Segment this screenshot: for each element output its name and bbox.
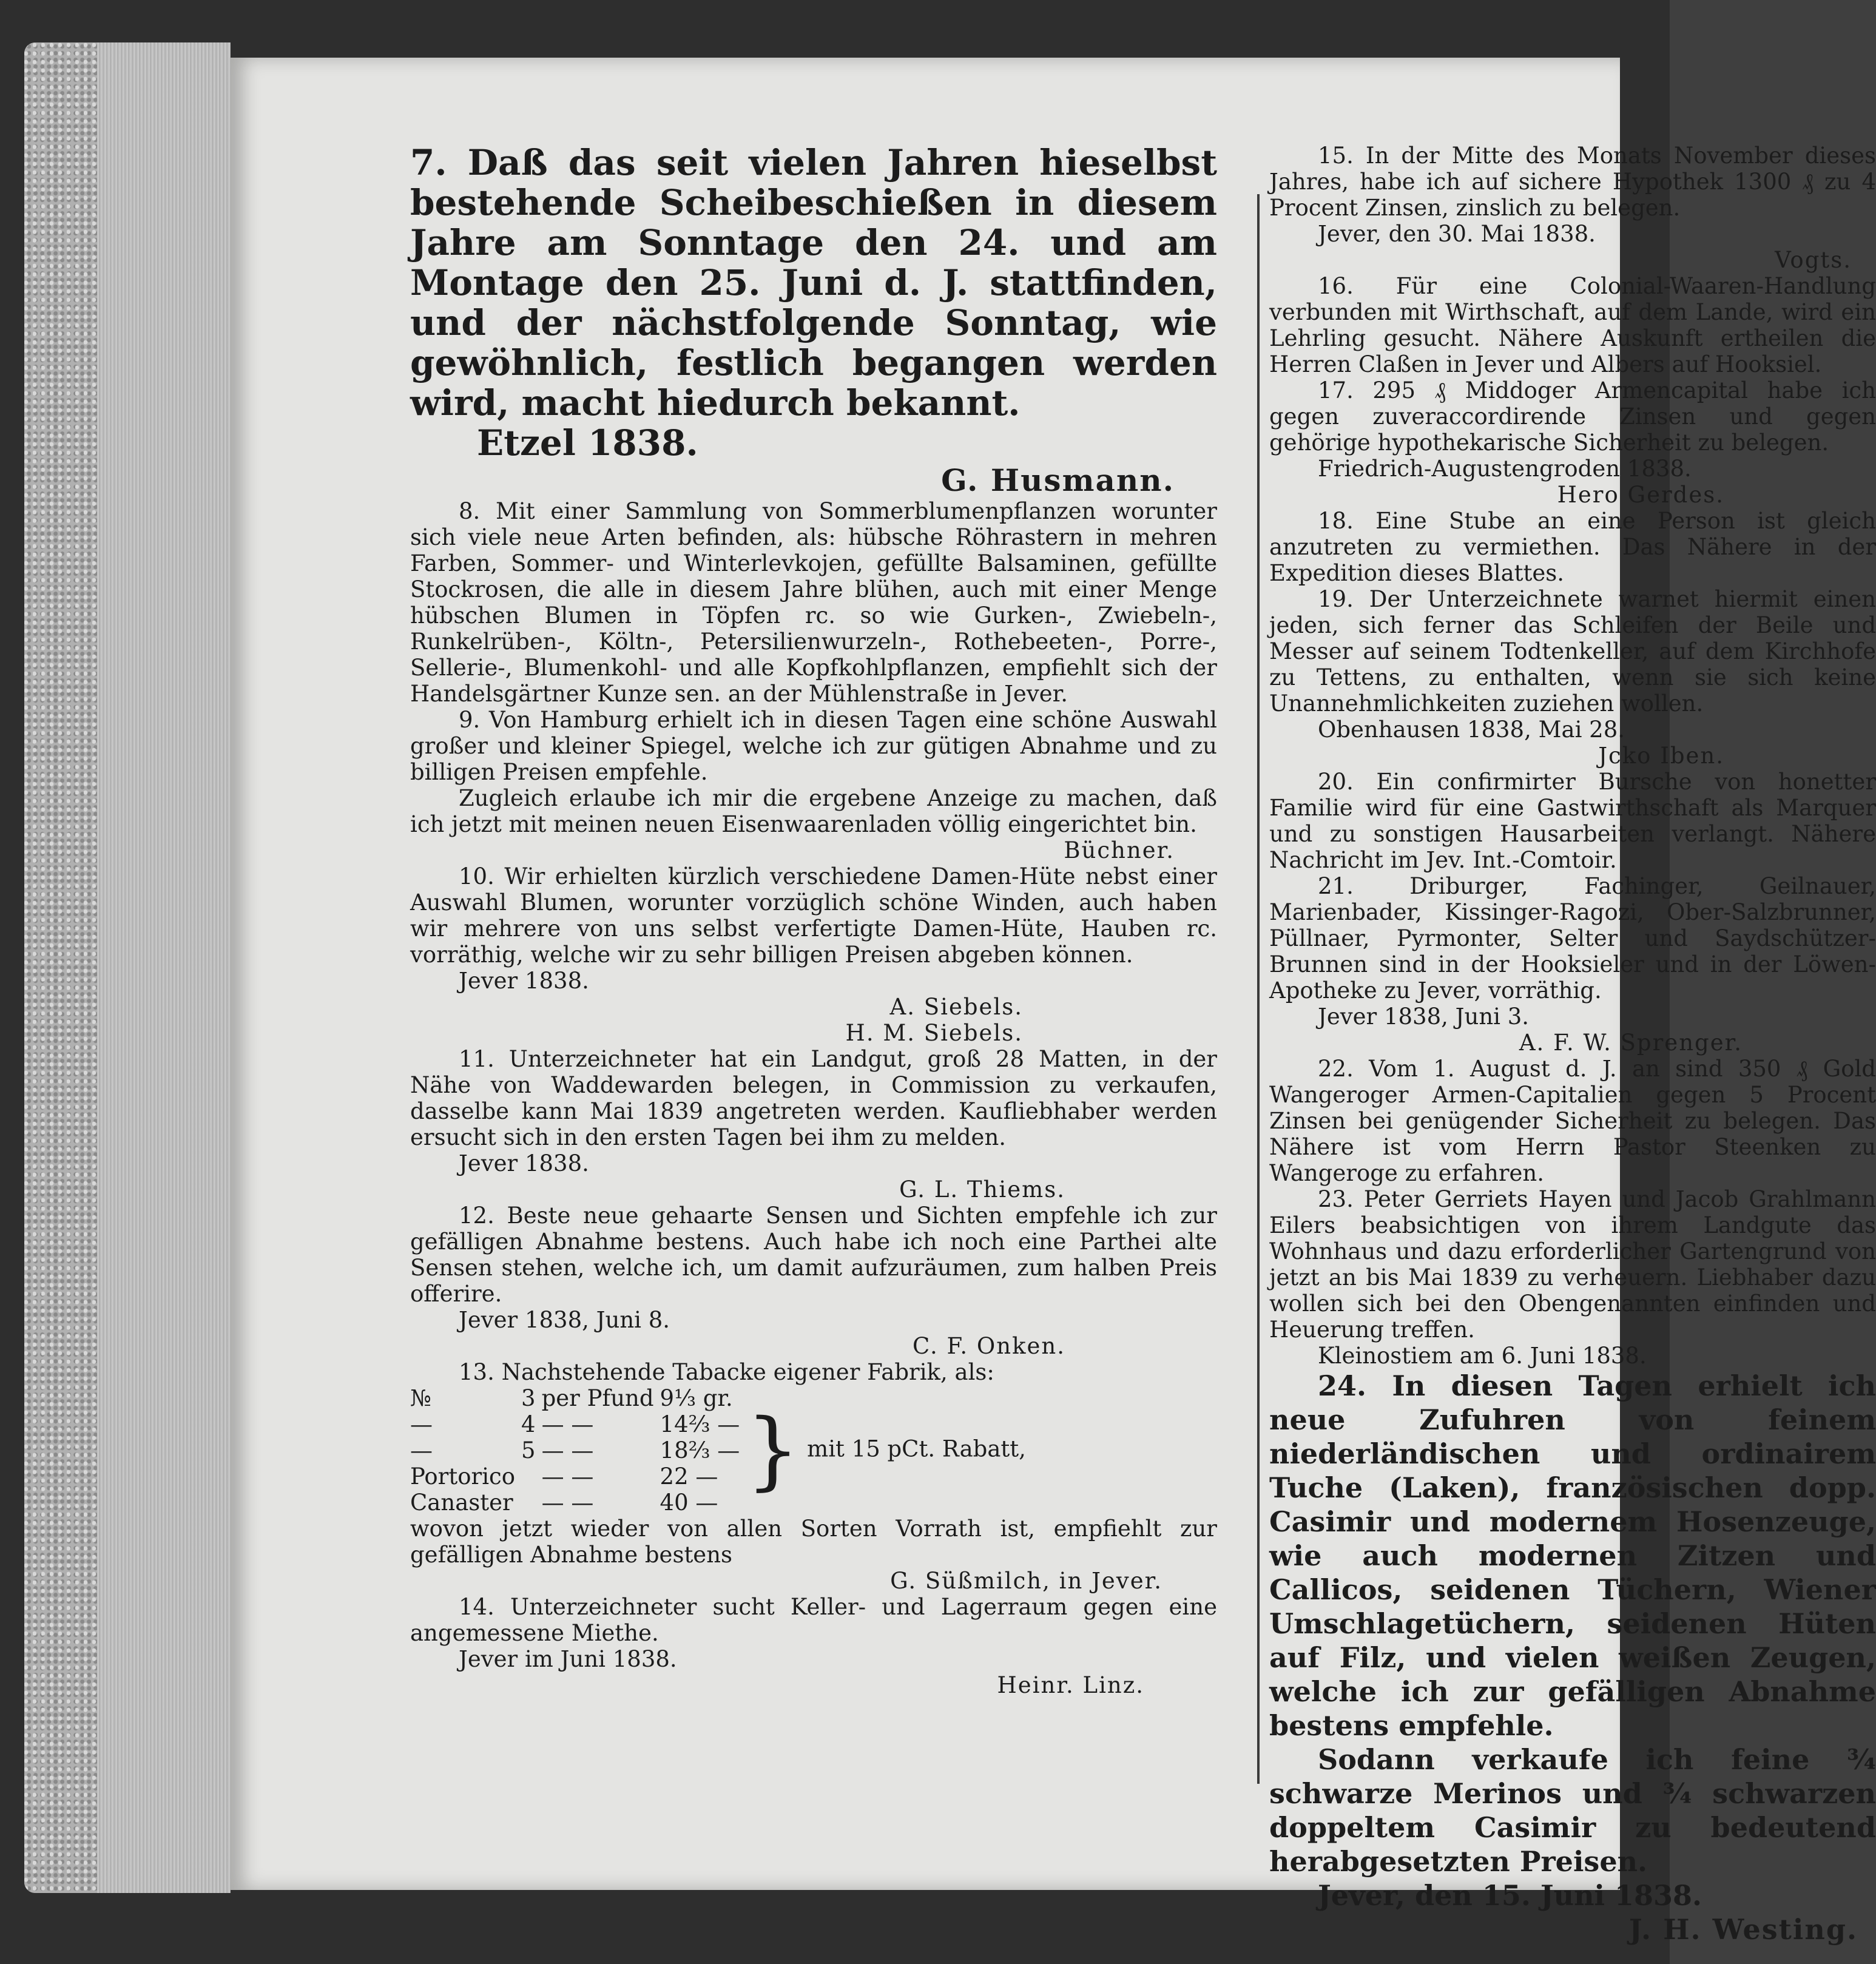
rabatt-cell bbox=[746, 1385, 1032, 1516]
table-cell: — — bbox=[541, 1411, 594, 1437]
table-cell: per Pfund bbox=[541, 1385, 654, 1411]
table-cell: 3 bbox=[521, 1385, 536, 1411]
notice-11-date: Jever 1838. bbox=[459, 1150, 589, 1176]
notice-13-signature: G. Süßmilch, in Jever. bbox=[890, 1568, 1162, 1594]
notice-12: 12. Beste neue gehaarte Sensen und Sichten empfehle ich zur gefälligen Abnahme bestens. Auch habe ich noch eine Parthei alte Sensen stehen, welche ich, um damit aufzuräumen, zum halben Preis offerire. bbox=[410, 1203, 1217, 1307]
notice-17-signature: Hero Gerdes. bbox=[1557, 482, 1724, 508]
table-cell: 9⅓ gr. bbox=[660, 1385, 733, 1411]
table-cell: — bbox=[410, 1437, 433, 1463]
notice-22: 22. Vom 1. August d. J. an sind 350 ₰ Gold Wangeroger Armen-Capitalien gegen 5 Procent Zinsen bei genügender Sicherheit zu belegen. Das Nähere ist vom Herrn Pastor Steenken zu Wangeroge zu erfahren. bbox=[1269, 1056, 1876, 1186]
notice-10-signature-1: A. Siebels. bbox=[889, 994, 1023, 1020]
column-divider bbox=[1257, 194, 1260, 1784]
notice-24b: Sodann verkaufe ich feine ¾ schwarze Merinos und ¾ schwarzen doppeltem Casimir zu bedeutend herabgesetzten Preisen. bbox=[1269, 1743, 1876, 1878]
notice-9-signature: Büchner. bbox=[1064, 837, 1175, 863]
table-cell: 22 — bbox=[660, 1463, 718, 1490]
notice-13-tail: wovon jetzt wieder von allen Sorten Vorrath ist, empfiehlt zur gefälligen Abnahme bestens bbox=[410, 1516, 1217, 1568]
table-cell: — — bbox=[541, 1490, 594, 1516]
notice-15-date: Jever, den 30. Mai 1838. bbox=[1318, 221, 1596, 247]
notice-21-date: Jever 1838, Juni 3. bbox=[1318, 1004, 1530, 1030]
table-row bbox=[410, 1385, 1032, 1411]
notice-24-signature: J. H. Westing. bbox=[1628, 1913, 1858, 1946]
notice-17-date: Friedrich-Augustengroden 1838. bbox=[1318, 456, 1692, 482]
notice-16: 16. Für eine Colonial-Waaren-Handlung verbunden mit Wirthschaft, auf dem Lande, wird ein Lehrling gesucht. Nähere Auskunft ertheilen die Herren Claßen in Jever und Albers auf Hooksiel. bbox=[1269, 273, 1876, 377]
notice-8: 8. Mit einer Sammlung von Sommerblumenpflanzen worunter sich viele neue Arten befinden, als: hübsche Röhrastern in mehren Farben, Sommer- und Winterlevkojen, gefüllte Balsaminen, gefüllte Stockrosen, die alle in diesem Jahre blühen, auch mit einer Menge hübschen Blumen in Töpfen rc. so wie Gurken-, Zwiebeln-, Runkelrüben-, Költn-, Petersilienwurzeln-, Rothebeeten-, Porre-, Sellerie-, Blumenkohl- und alle Kopfkohlpflanzen, empfiehlt sich der Handelsgärtner Kunze sen. an der Mühlenstraße in Jever. bbox=[410, 498, 1217, 707]
notice-9b: Zugleich erlaube ich mir die ergebene Anzeige zu machen, daß ich jetzt mit meinen neuen Eisenwaarenladen völlig eingerichtet bin. bbox=[410, 785, 1217, 837]
notice-14-date: Jever im Juni 1838. bbox=[459, 1646, 677, 1672]
notice-17: 17. 295 ₰ Middoger Armencapital habe ich gegen zuveraccordirende Zinsen und gegen gehörige hypothekarische Sicherheit zu belegen. bbox=[1269, 377, 1876, 456]
notice-12-date: Jever 1838, Juni 8. bbox=[459, 1307, 670, 1333]
notice-14: 14. Unterzeichneter sucht Keller- und Lagerraum gegen eine angemessene Miethe. bbox=[410, 1594, 1217, 1646]
table-cell bbox=[521, 1463, 542, 1490]
table-cell: 4 bbox=[521, 1411, 536, 1437]
notice-19-signature: Jcko Iben. bbox=[1598, 743, 1724, 769]
left-column bbox=[410, 143, 1217, 1698]
table-cell: 18⅔ — bbox=[660, 1437, 740, 1463]
notice-18: 18. Eine Stube an eine Person ist gleich anzutreten zu vermiethen. Das Nähere in der Expedition dieses Blattes. bbox=[1269, 508, 1876, 586]
notice-21-signature: A. F. W. Sprenger. bbox=[1519, 1030, 1743, 1056]
notice-24: 24. In diesen Tagen erhielt ich neue Zufuhren von feinem niederländischen und ordinairem Tuche (Laken), französischen dopp. Casimir und modernem Hosenzeuge, wie auch modernen Zitzen und Callicos, seidenen Tüchern, Wiener Umschlagetüchern, seidenen Hüten auf Filz, und vielen weißen Zeugen, welche ich zur gefälligen Abnahme bestens empfehle. bbox=[1269, 1369, 1876, 1742]
notice-15-signature: Vogts. bbox=[1775, 247, 1852, 273]
notice-12-signature: C. F. Onken. bbox=[912, 1333, 1065, 1359]
notice-15: 15. In der Mitte des Monats November dieses Jahres, habe ich auf sichere Hypothek 1300 ₰ zu 4 Procent Zinsen, zinslich zu belegen. bbox=[1269, 143, 1876, 221]
book-marbled-cover bbox=[24, 42, 97, 1893]
table-cell: — — bbox=[541, 1463, 594, 1490]
notice-24-date: Jever, den 15. Juni 1838. bbox=[1318, 1879, 1702, 1912]
notice-10: 10. Wir erhielten kürzlich verschiedene Damen-Hüte nebst einer Auswahl Blumen, worunter vorzüglich schöne Winden, auch haben wir mehrere von uns selbst verfertigte Damen-Hüte, Hauben rc. vorräthig, welche wir zu sehr billigen Preisen abgeben können. bbox=[410, 863, 1217, 968]
notice-23: 23. Peter Gerriets Hayen und Jacob Grahlmann Eilers beabsichtigen von ihrem Landgute das Wohnhaus und dazu erforderlicher Gartengrund von jetzt an bis Mai 1839 zu verheuern. Liebhaber dazu wollen sich bei den Obengenannten einfinden und Heuerung treffen. bbox=[1269, 1186, 1876, 1343]
tobacco-price-table bbox=[410, 1385, 1032, 1516]
table-cell: 14⅔ — bbox=[660, 1411, 740, 1437]
notice-19-date: Obenhausen 1838, Mai 28. bbox=[1318, 717, 1625, 743]
right-column bbox=[1269, 143, 1876, 1946]
rabatt-note: mit 15 pCt. Rabatt, bbox=[807, 1436, 1026, 1462]
table-cell: 40 — bbox=[660, 1490, 718, 1516]
notice-19: 19. Der Unterzeichnete warnet hiermit einen jeden, sich ferner das Schleifen der Beile und Messer auf seinem Todtenkeller, auf dem Kirchhofe zu Tettens, zu enthalten, wenn sie sich keine Unannehmlichkeiten zuziehen wollen. bbox=[1269, 586, 1876, 717]
notice-9a: 9. Von Hamburg erhielt ich in diesen Tagen eine schöne Auswahl großer und kleiner Spiegel, welche ich zur gütigen Abnahme und zu billigen Preisen empfehle. bbox=[410, 707, 1217, 785]
notice-10-date: Jever 1838. bbox=[459, 968, 589, 994]
table-cell: 5 bbox=[521, 1437, 536, 1463]
table-cell: № bbox=[410, 1385, 432, 1411]
notice-7-date: Etzel 1838. bbox=[477, 422, 698, 464]
newspaper-page bbox=[231, 58, 1876, 1946]
notice-20: 20. Ein confirmirter Bursche von honetter Familie wird für eine Gastwirthschaft als Marquer und zu sonstigen Hausarbeiten verlangt. Nähere Nachricht im Jev. Int.-Comtoir. bbox=[1269, 769, 1876, 873]
table-cell: — bbox=[410, 1411, 433, 1437]
notice-11-signature: G. L. Thiems. bbox=[899, 1176, 1065, 1203]
table-cell bbox=[521, 1490, 542, 1516]
table-cell: — — bbox=[541, 1437, 594, 1463]
table-cell: Portorico bbox=[410, 1463, 516, 1490]
notice-7: 7. Daß das seit vielen Jahren hieselbst bestehende Scheibeschießen in diesem Jahre am Sonntage den 24. und am Montage den 25. Juni d. J. stattfinden, und der nächstfolgende Sonntag, wie gewöhnlich, festlich begangen werden wird, macht hiedurch bekannt. bbox=[410, 142, 1217, 424]
notice-10-signature-2: H. M. Siebels. bbox=[845, 1020, 1023, 1046]
notice-11: 11. Unterzeichneter hat ein Landgut, groß 28 Matten, in der Nähe von Waddewarden belegen, in Commission zu verkaufen, dasselbe kann Mai 1839 angetreten werden. Kaufliebhaber werden ersucht sich in den ersten Tagen bei ihm zu melden. bbox=[410, 1046, 1217, 1150]
notice-21: 21. Driburger, Fachinger, Geilnauer, Marienbader, Kissinger-Ragozi, Ober-Salzbrunner, Püllnaer, Pyrmonter, Selter und Saydschützer-Brunnen sind in der Hooksieler und in der Löwen-Apotheke zu Jever, vorräthig. bbox=[1269, 873, 1876, 1004]
notice-7-signature: G. Husmann. bbox=[941, 462, 1175, 498]
notice-14-signature: Heinr. Linz. bbox=[997, 1672, 1144, 1698]
table-cell: Canaster bbox=[410, 1490, 513, 1516]
notice-23-date: Kleinostiem am 6. Juni 1838. bbox=[1318, 1343, 1647, 1369]
notice-13-heading: 13. Nachstehende Tabacke eigener Fabrik, als: bbox=[459, 1359, 994, 1385]
brace-icon: } bbox=[746, 1400, 800, 1500]
